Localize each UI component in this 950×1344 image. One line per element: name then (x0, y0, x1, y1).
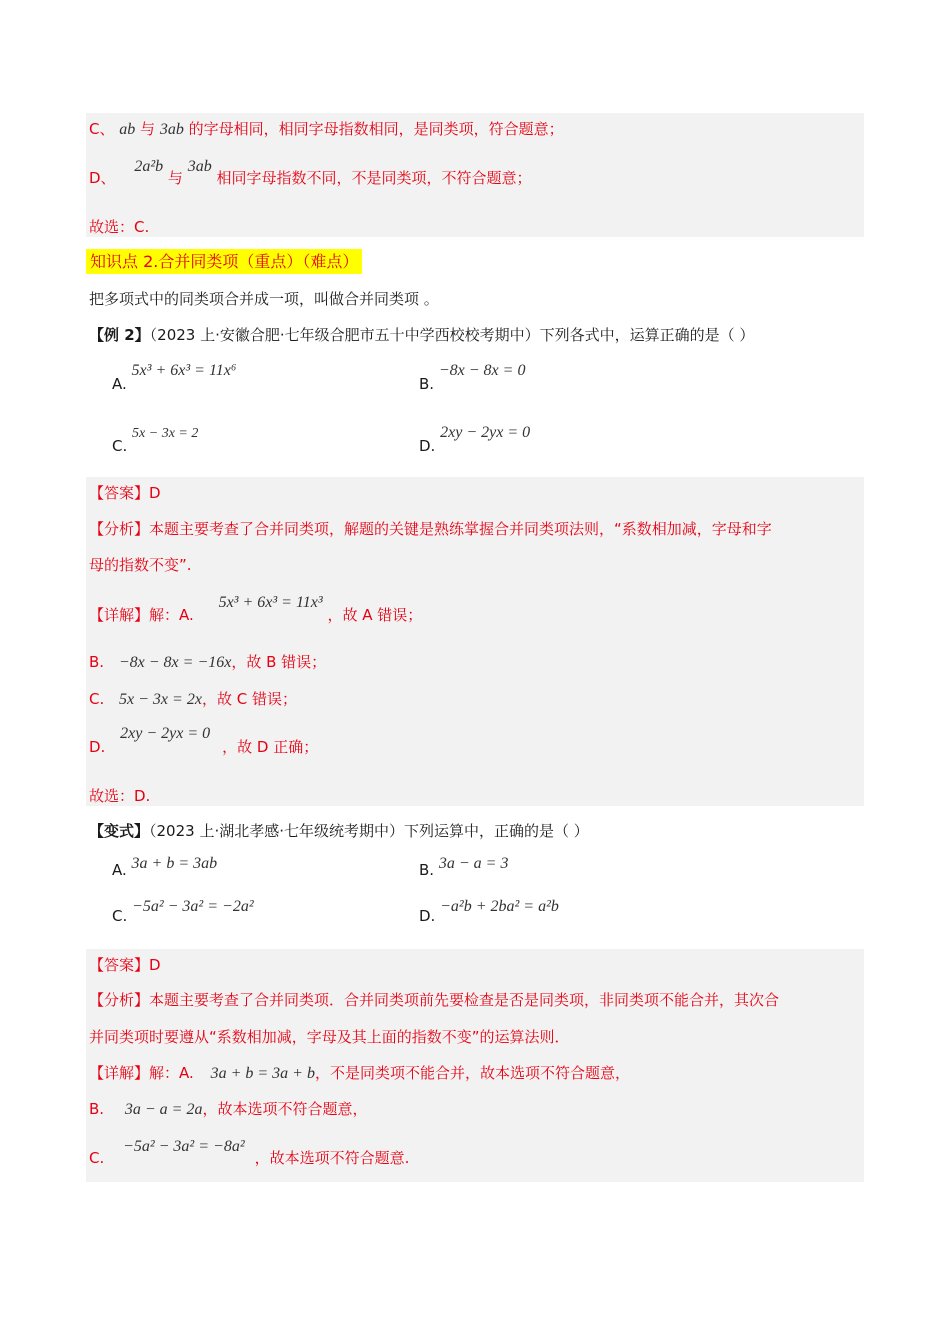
option-formula: 5x³ + 6x³ = 11x⁶ (131, 362, 237, 379)
detail-intro: 解：A. (149, 1064, 194, 1082)
detail-a-formula: 3a + b = 3a + b (210, 1065, 315, 1082)
option-formula: 3a − a = 3 (438, 855, 509, 872)
example-2-text: （2023 上·安徽合肥·七年级合肥市五十中学西校校考期中）下列各式中，运算正确的是（ ） (149, 326, 755, 344)
choose-c: 故选：C. (89, 218, 150, 236)
c-math-ab: ab (119, 121, 136, 138)
d-math-2a2b: 2a²b (134, 158, 164, 175)
answer-value: D (149, 956, 161, 974)
detail-b-label: B. (89, 653, 105, 671)
detail-b-formula: −8x − 8x = −16x (118, 654, 232, 671)
example-2-option-c (112, 426, 199, 455)
d-prefix: D、 (89, 169, 116, 187)
d-math-3ab: 3ab (187, 158, 212, 175)
definition-text: 把多项式中的同类项合并成一项，叫做合并同类项 。 (89, 290, 439, 308)
example-2-detail-c (89, 689, 297, 710)
option-letter: C. (112, 907, 128, 925)
option-letter: D. (419, 437, 436, 455)
option-formula: 5x − 3x = 2 (132, 426, 199, 441)
detail-b-label: B. (89, 1100, 105, 1118)
example-2-analysis-line-1 (89, 519, 772, 539)
c-text: 的字母相同，相同字母指数相同，是同类项，符合题意； (188, 120, 564, 138)
variant-detail-b (89, 1099, 367, 1120)
detail-b-text: ，故本选项不符合题意， (202, 1100, 368, 1118)
variant-option-d (419, 898, 559, 925)
option-letter: D. (419, 907, 436, 925)
option-letter: C. (112, 437, 128, 455)
d-mid: 与 (167, 169, 183, 187)
option-d-explanation (89, 158, 532, 189)
detail-c-label: C. (89, 1149, 105, 1167)
example-2-analysis-line-2: 母的指数不变”. (89, 556, 192, 574)
variant-answer (89, 955, 161, 975)
option-letter: A. (112, 375, 127, 393)
analysis-text: 本题主要考查了合并同类项，解题的关键是熟练掌握合并同类项法则，“系数相加减，字母和字 (149, 520, 772, 538)
example-2-detail-b (89, 652, 326, 673)
detail-c-text: ，故本选项不符合题意. (254, 1149, 410, 1167)
detail-b-formula: 3a − a = 2a (124, 1101, 203, 1118)
example-2-option-d (419, 424, 531, 455)
variant-detail-a (89, 1063, 630, 1084)
detail-d-formula: 2xy − 2yx = 0 (120, 725, 211, 742)
analysis-tag: 【分析】 (89, 520, 150, 538)
option-formula: 3a + b = 3ab (131, 855, 218, 872)
option-formula: −5a² − 3a² = −2a² (132, 898, 254, 915)
option-c-explanation (89, 119, 564, 140)
variant-option-b (419, 857, 508, 878)
example-2-label: 【例 2】 (89, 326, 150, 344)
example-2-answer (89, 483, 161, 503)
detail-a-formula: 5x³ + 6x³ = 11x³ (218, 594, 323, 611)
knowledge-point-title: 知识点 2.合并同类项（重点）（难点） (86, 249, 362, 274)
variant-analysis-line-2: 并同类项时要遵从“系数相加减，字母及其上面的指数不变”的运算法则． (89, 1028, 570, 1046)
detail-intro: 解：A. (149, 606, 194, 624)
detail-c-text: ，故 C 错误； (201, 690, 297, 708)
detail-tag: 【详解】 (89, 1064, 150, 1082)
detail-tag: 【详解】 (89, 606, 150, 624)
variant-option-c (112, 898, 254, 925)
option-formula: −a²b + 2ba² = a²b (440, 898, 559, 915)
option-letter: A. (112, 861, 127, 879)
variant-label: 【变式】 (89, 822, 150, 840)
example-2-question (89, 325, 754, 345)
answer-tag: 【答案】 (89, 484, 150, 502)
analysis-tag: 【分析】 (89, 991, 150, 1009)
detail-d-text: ，故 D 正确； (222, 738, 319, 756)
detail-c-formula: −5a² − 3a² = −8a² (123, 1138, 245, 1155)
option-letter: B. (419, 375, 435, 393)
variant-text: （2023 上·湖北孝感·七年级统考期中）下列运算中，正确的是（ ） (149, 822, 589, 840)
c-math-3ab: 3ab (159, 121, 184, 138)
option-letter: B. (419, 861, 435, 879)
option-formula: −8x − 8x = 0 (438, 362, 526, 379)
option-formula: 2xy − 2yx = 0 (440, 424, 531, 441)
analysis-text: 本题主要考查了合并同类项．合并同类项前先要检查是否是同类项，非同类项不能合并，其次合 (149, 991, 780, 1009)
c-mid: 与 (140, 120, 156, 138)
detail-c-formula: 5x − 3x = 2x (119, 691, 202, 708)
answer-value: D (149, 484, 161, 502)
variant-option-a (112, 857, 217, 878)
example-2-detail-a (89, 594, 423, 626)
variant-question (89, 821, 589, 841)
variant-detail-c (89, 1138, 410, 1169)
detail-d-label: D. (89, 738, 106, 756)
detail-a-text: ，不是同类项不能合并，故本选项不符合题意， (314, 1064, 630, 1082)
detail-b-text: ，故 B 错误； (231, 653, 327, 671)
example-2-detail-d (89, 725, 319, 758)
detail-a-text: ，故 A 错误； (327, 606, 423, 624)
answer-tag: 【答案】 (89, 956, 150, 974)
detail-c-label: C. (89, 690, 105, 708)
variant-analysis-line-1 (89, 990, 779, 1010)
d-text: 相同字母指数不同，不是同类项，不符合题意； (216, 169, 532, 187)
example-2-option-b (419, 362, 526, 393)
example-2-option-a (112, 362, 237, 393)
example-2-choose: 故选：D. (89, 787, 151, 805)
c-prefix: C、 (89, 120, 115, 138)
